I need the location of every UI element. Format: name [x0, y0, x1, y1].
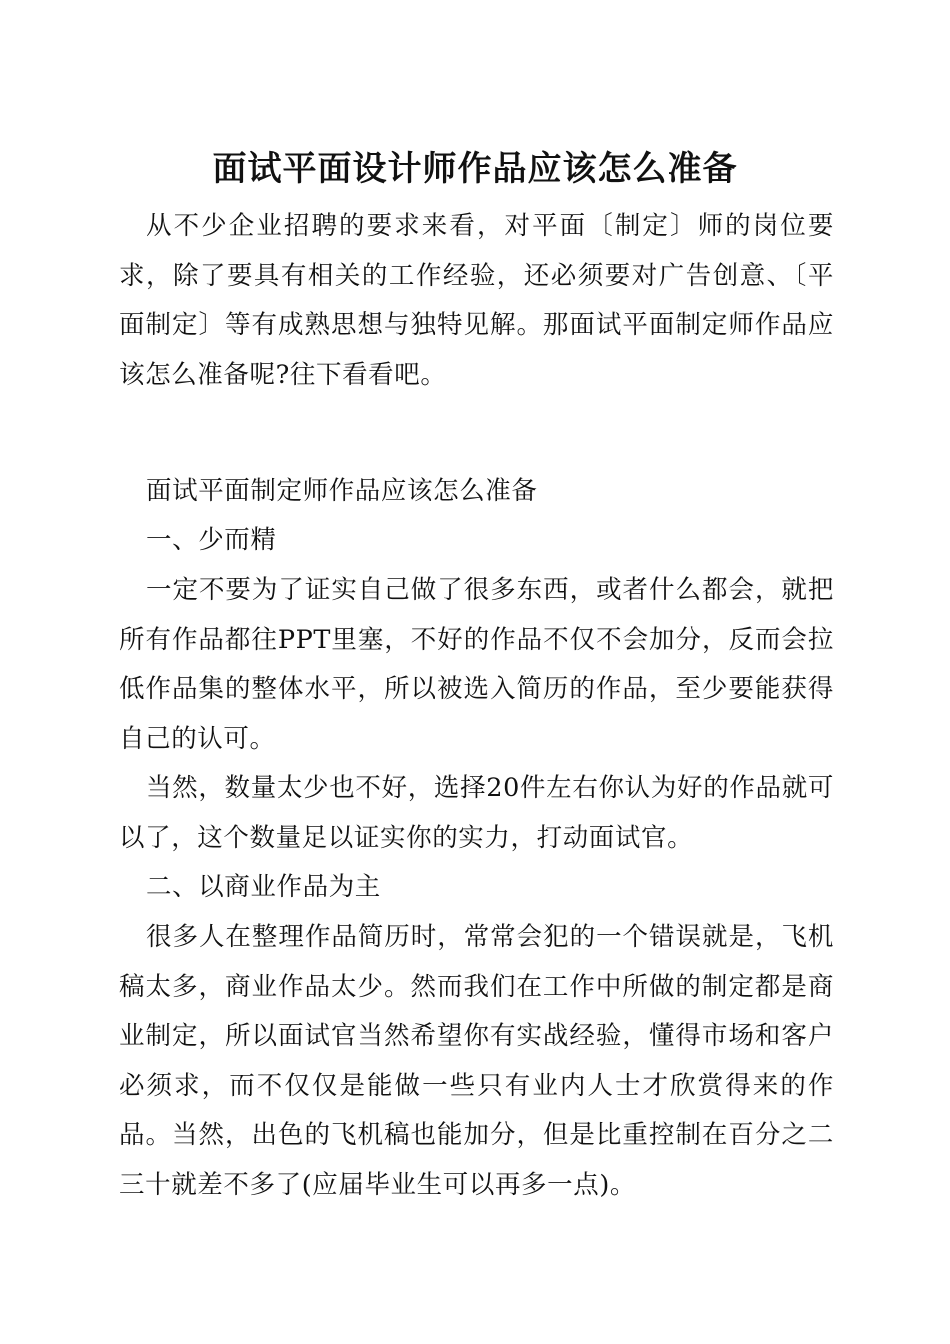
point1-paragraph-2: 当然，数量太少也不好，选择20件左右你认为好的作品就可以了，这个数量足以证实你的实力，打动面试官。 [119, 773, 834, 853]
section-title: 面试平面制定师作品应该怎么准备 [146, 476, 538, 506]
document-title: 面试平面设计师作品应该怎么准备 [212, 149, 738, 189]
point2-heading: 二、以商业作品为主 [146, 872, 381, 902]
point1-paragraph-1: 一定不要为了证实自己做了很多东西，或者什么都会，就把所有作品都往PPT里塞，不好的作品不仅不会加分，反而会拉低作品集的整体水平，所以被选入简历的作品，至少要能获得自己的认可。 [119, 575, 834, 754]
point1-heading: 一、少而精 [146, 525, 277, 555]
intro-paragraph: 从不少企业招聘的要求来看，对平面〔制定〕师的岗位要求，除了要具有相关的工作经验，还必须要对广告创意、〔平面制定〕等有成熟思想与独特见解。那面试平面制定师作品应该怎么准备呢?往下看看吧。 [119, 211, 834, 390]
point2-paragraph-1: 很多人在整理作品简历时，常常会犯的一个错误就是，飞机稿太多，商业作品太少。然而我们在工作中所做的制定都是商业制定，所以面试官当然希望你有实战经验，懂得市场和客户必须求，而不仅仅是能做一些只有业内人士才欣赏得来的作品。当然，出色的飞机稿也能加分，但是比重控制在百分之二三十就差不多了(应届毕业生可以再多一点)。 [119, 922, 834, 1200]
